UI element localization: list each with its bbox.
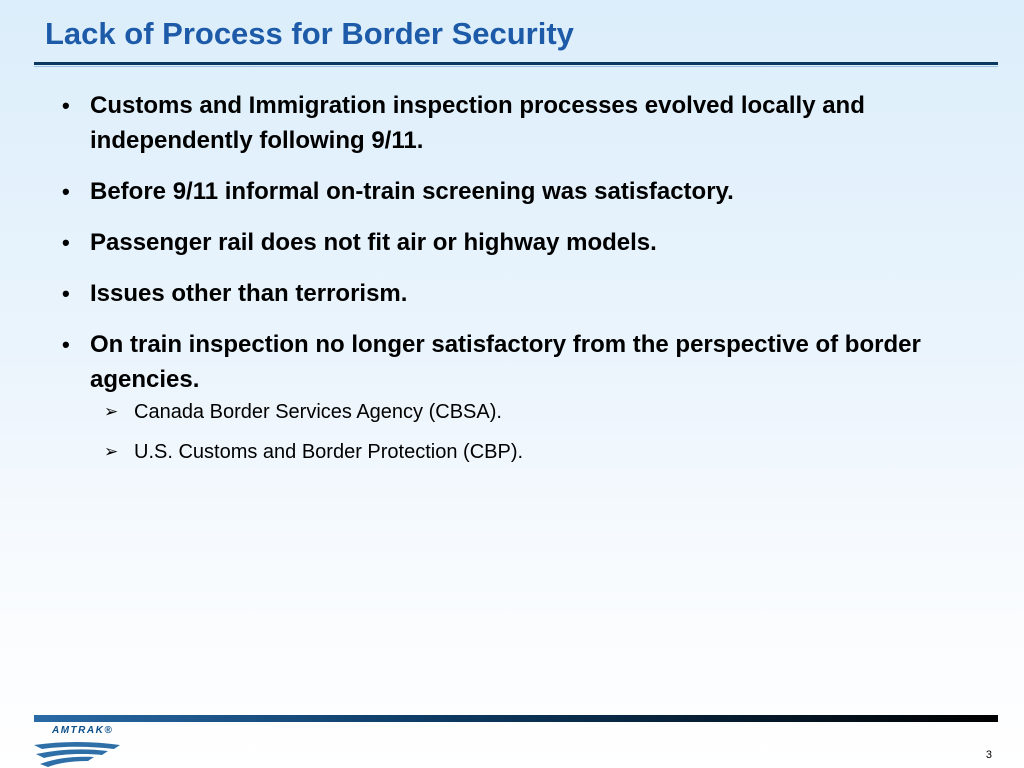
bullet-item xyxy=(62,225,962,260)
title-divider xyxy=(34,62,998,65)
bullet-text: Issues other than terrorism. xyxy=(90,280,408,307)
bullet-text: Before 9/11 informal on-train screening was satisfactory. xyxy=(90,178,734,205)
sub-bullet-text: U.S. Customs and Border Protection (CBP). xyxy=(134,441,524,463)
sub-bullet-text: Canada Border Services Agency (CBSA). xyxy=(134,401,502,423)
bullet-item xyxy=(62,88,962,158)
sub-bullet-list xyxy=(104,400,523,480)
bullet-text: Passenger rail does not fit air or highway models. xyxy=(90,229,657,256)
arrow-bullet-icon: ➢ xyxy=(104,442,119,461)
bullet-dot-icon: • xyxy=(62,93,70,118)
sub-bullet-item xyxy=(104,440,523,464)
bullet-item xyxy=(62,276,962,311)
arrow-bullet-icon: ➢ xyxy=(104,402,119,421)
bullet-dot-icon: • xyxy=(62,281,70,306)
slide-title: Lack of Process for Border Security xyxy=(45,16,574,51)
bullet-dot-icon: • xyxy=(62,179,70,204)
bullet-item xyxy=(62,174,962,209)
bullet-text: Customs and Immigration inspection processes evolved locally and independently following 9/11. xyxy=(90,92,865,154)
footer-bar xyxy=(34,715,998,722)
bullet-text: On train inspection no longer satisfactory from the perspective of border agencies. xyxy=(90,331,921,393)
sub-bullet-item xyxy=(104,400,523,424)
page-number: 3 xyxy=(985,749,992,761)
bullet-list xyxy=(62,88,962,401)
logo-text: AMTRAK® xyxy=(52,725,114,736)
bullet-item xyxy=(62,327,962,397)
bullet-dot-icon: • xyxy=(62,230,70,255)
bullet-dot-icon: • xyxy=(62,332,70,357)
